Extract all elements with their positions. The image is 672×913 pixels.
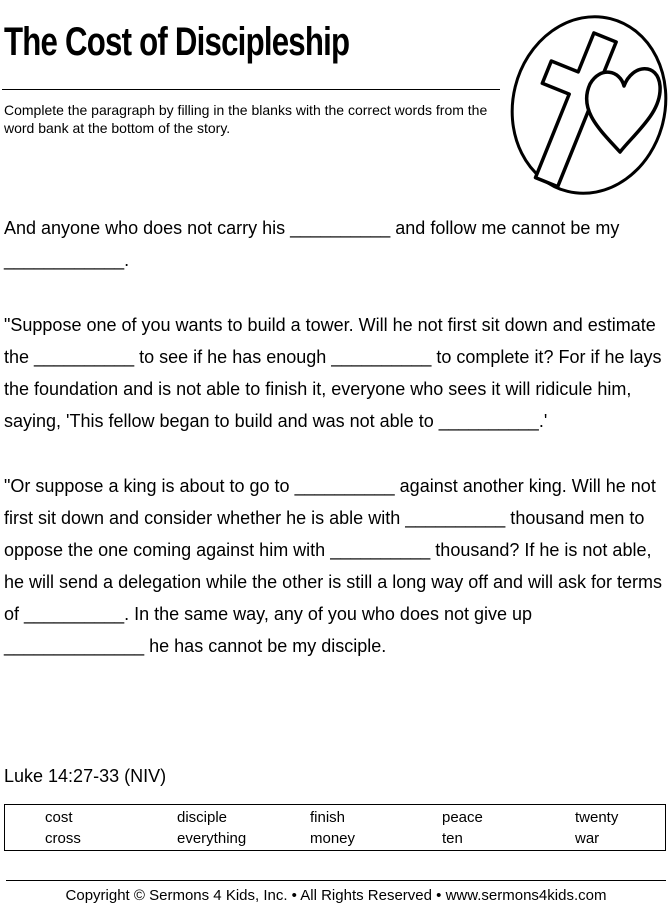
title-divider [2,89,500,90]
story-text [4,212,668,662]
story-paragraph-3: "Or suppose a king is about to go to __________ against another king. Will he not first sit down and consider whether he is able with __________ thousand men to oppose the one coming against him with __________ thousand? If he is not able, he will send a delegation while the other is still a long way off and will ask for terms of __________. In the same way, any of you who does not give up ______________ he has cannot be my disciple. [4,476,663,656]
word-bank-item: peace [442,809,483,826]
word-bank-item: twenty [575,809,619,826]
word-bank-item: cost [45,809,73,826]
word-bank-item: everything [177,830,247,847]
page-title: The Cost of Discipleship [4,20,350,64]
word-bank-item: finish [310,809,346,826]
copyright-footer: Copyright © Sermons 4 Kids, Inc. • All Rights Reserved • www.sermons4kids.com [65,887,607,904]
word-bank [4,804,666,851]
footer-divider [6,880,666,881]
story-paragraph-1: And anyone who does not carry his __________ and follow me cannot be my ____________. [4,218,620,270]
word-bank-item: money [310,830,356,847]
instructions: Complete the paragraph by filling in the blanks with the correct words from the word bank at the bottom of the story. [4,102,488,136]
story-paragraph-2: "Suppose one of you wants to build a tower. Will he not first sit down and estimate the __________ to see if he has enough __________ to complete it? For if he lays the foundation and is not able to finish it, everyone who sees it will ridicule him, saying, 'This fellow began to build and was not able to __________.' [4,315,662,431]
scripture-reference: Luke 14:27-33 (NIV) [4,766,167,786]
word-bank-item: war [575,830,600,847]
word-bank-item: cross [45,830,81,847]
word-bank-item: disciple [177,809,228,826]
word-bank-item: ten [442,830,463,847]
cross-and-heart-icon [508,12,668,198]
